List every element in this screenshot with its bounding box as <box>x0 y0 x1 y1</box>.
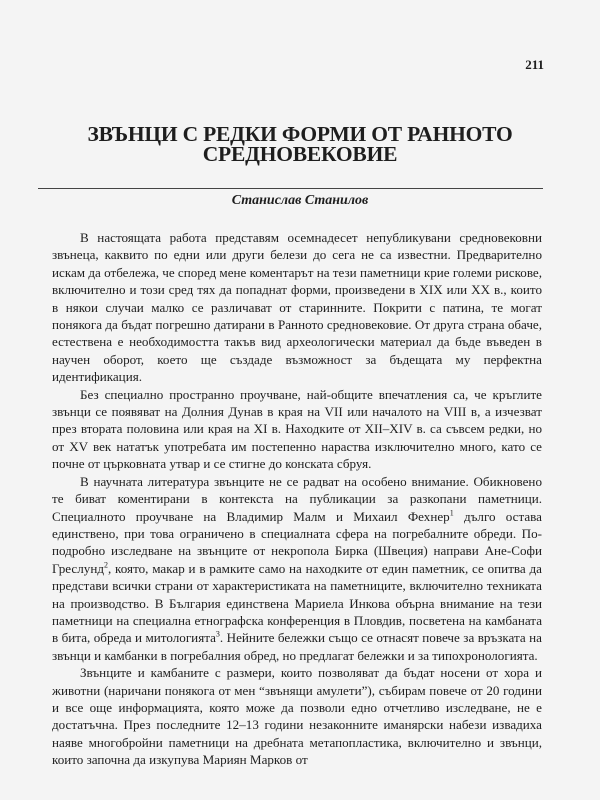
paragraph-3-part-4: . Нейните бележки също се отнасят повече за връзката на звънци и камбанки в погребалния обред, но предлагат бележки и за типохронологията. <box>52 630 542 663</box>
article-title <box>40 124 560 164</box>
article-body <box>52 229 542 769</box>
title-divider <box>38 188 543 189</box>
page-number: 211 <box>525 57 544 72</box>
footnote-ref-3[interactable]: 3 <box>215 629 220 639</box>
paragraph-1: В настоящата работа представям осемнадесет непубликувани средновековни звънеца, каквито по едни или други белези до сега не са известни. Предварително искам да отбележа, че според мене коментарът на тези паметници крие големи рискове, включително и този сред тях да попаднат форми, произведени в XIX или XX в., които в някои случаи малко се различават от старинните. Покрити с патина, те могат понякога да бъдат погрешно датирани в Ранното средновековие. От друга страна обаче, естествена е необходимостта такъв вид археологически материал да бъде въведен в научен оборот, което ще създаде възможност за бъдещата му перфектна идентификация. <box>52 230 543 385</box>
title-line-2: СРЕДНОВЕКОВИЕ <box>202 142 398 166</box>
paragraph-3-part-1: В научната литература звънците не се радват на особено внимание. Обикновено те биват коментирани в контекста на публикации за разкопани паметници. Специалното проучване на Владимир Малм и Михаил Фехнер <box>52 473 542 524</box>
paragraph-2: Без специално пространно проучване, най-общите впечатления са, че кръглите звънци се появяват на Долния Дунав в края на VII или началото на VIII в, а изчезват през втората половина или края на XI в. Находките от XII–XIV в. са съвсем редки, но от XV век нататък употребата им постепенно нараства изключително много, като се почне от църковната утвар и се стигне до конската сбруя. <box>52 386 542 472</box>
footnote-ref-2[interactable]: 2 <box>104 560 108 570</box>
paragraph-4: Звънците и камбаните с размери, които позволяват да бъдат носени от хора и животни (наричани понякога от мен “звънящи амулети”), събирам повече от 20 години и все още информацията, която може да позволи едно отчетливо изследване, не е достатъчна. През последните 12–13 години незаконните иманярски набези извадиха наяве многобройни паметници на дребната метапопластика, включително и звънци, които започна да изкупува Мариян Марков от <box>52 665 542 768</box>
paragraph-3-part-2: дълго остава единствено, при това ограничено в специалната сфера на погребалните обреди. По-подробно изследване на звънците от некропола Бирка (Швеция) направи Ане-Софи Греслунд <box>52 508 542 576</box>
author-name: Станислав Станилов <box>231 193 369 208</box>
footnote-ref-1[interactable]: 1 <box>449 508 454 518</box>
title-line-1: ЗВЪНЦИ С РЕДКИ ФОРМИ ОТ РАННОТО <box>87 122 513 146</box>
paragraph-3 <box>52 473 542 664</box>
paragraph-3-part-3: , която, макар и в рамките само на находките от един паметник, се опитва да представи всички страни от характеристиката на паметниците, включително техниката на производство. В България единствена Мариела Инкова обърна внимание на тези паметници на специална етнографска конференция в Пловдив, посветена на камбаната в бита, обреда и митологията <box>52 560 542 646</box>
